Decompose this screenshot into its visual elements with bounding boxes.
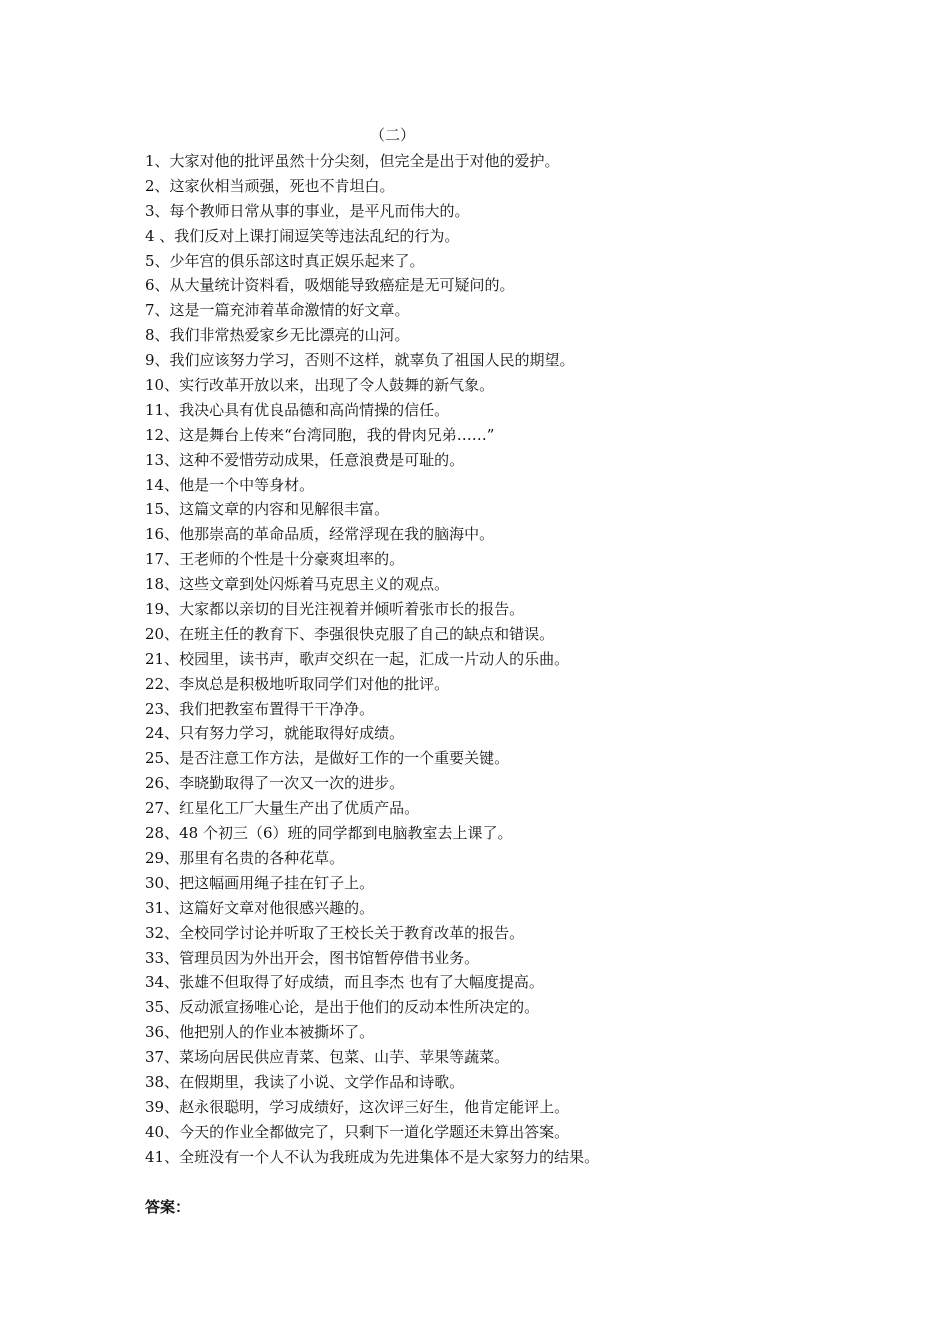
sentence-item: 10、实行改革开放以来，出现了令人鼓舞的新气象。: [145, 376, 495, 395]
sentence-item: 4 、我们反对上课打闹逗笑等违法乱纪的行为。: [145, 226, 460, 245]
sentence-item: 12、这是舞台上传来“台湾同胞，我的骨肉兄弟……”: [145, 425, 495, 444]
sentence-item: 16、他那崇高的革命品质，经常浮现在我的脑海中。: [145, 525, 495, 544]
sentence-item: 20、在班主任的教育下、李强很快克服了自己的缺点和错误。: [145, 624, 555, 643]
sentence-item: 30、把这幅画用绳子挂在钉子上。: [145, 873, 375, 892]
sentence-item: 2、这家伙相当顽强，死也不肯坦白。: [145, 176, 395, 195]
sentence-item: 5、少年宫的俱乐部这时真正娱乐起来了。: [145, 251, 425, 270]
sentence-item: 8、我们非常热爱家乡无比漂亮的山河。: [145, 326, 410, 345]
sentence-item: 3、每个教师日常从事的事业，是平凡而伟大的。: [145, 201, 470, 220]
sentence-item: 21、校园里，读书声，歌声交织在一起，汇成一片动人的乐曲。: [145, 649, 570, 668]
sentence-item: 36、他把别人的作业本被撕坏了。: [145, 1023, 375, 1042]
sentence-item: 41、全班没有一个人不认为我班成为先进集体不是大家努力的结果。: [145, 1147, 600, 1166]
sentence-item: 19、大家都以亲切的目光注视着并倾听着张市长的报告。: [145, 600, 525, 619]
sentence-item: 1、大家对他的批评虽然十分尖刻，但完全是出于对他的爱护。: [145, 152, 560, 170]
sentence-item: 28、48 个初三（6）班的同学都到电脑教室去上课了。: [145, 824, 513, 843]
sentence-item: 9、我们应该努力学习，否则不这样，就辜负了祖国人民的期望。: [145, 351, 575, 370]
sentence-item: 34、张雄不但取得了好成绩，而且李杰 也有了大幅度提高。: [145, 973, 544, 992]
sentence-item: 13、这种不爱惜劳动成果，任意浪费是可耻的。: [145, 450, 465, 469]
sentence-item: 26、李晓勤取得了一次又一次的进步。: [145, 774, 405, 793]
sentence-item: 37、菜场向居民供应青菜、包菜、山芋、苹果等蔬菜。: [145, 1048, 510, 1067]
sentence-item: 31、这篇好文章对他很感兴趣的。: [145, 898, 375, 917]
section-title: （二）: [369, 126, 415, 144]
sentence-item: 29、那里有名贵的各种花草。: [145, 848, 345, 867]
sentence-item: 17、王老师的个性是十分豪爽坦率的。: [145, 550, 405, 569]
sentence-item: 11、我决心具有优良品德和高尚情操的信任。: [145, 400, 450, 419]
sentence-item: 25、是否注意工作方法，是做好工作的一个重要关键。: [145, 749, 510, 768]
sentence-item: 22、李岚总是积极地听取同学们对他的批评。: [145, 674, 450, 693]
sentence-item: 15、这篇文章的内容和见解很丰富。: [145, 500, 390, 519]
sentence-item: 18、这些文章到处闪烁着马克思主义的观点。: [145, 575, 450, 594]
sentence-item: 27、红星化工厂大量生产出了优质产品。: [145, 799, 420, 818]
sentence-item: 6、从大量统计资料看，吸烟能导致癌症是无可疑问的。: [145, 276, 515, 295]
sentence-list: [145, 149, 845, 1170]
sentence-item: 32、全校同学讨论并听取了王校长关于教育改革的报告。: [145, 923, 525, 942]
sentence-item: 40、今天的作业全都做完了，只剩下一道化学题还未算出答案。: [145, 1122, 570, 1141]
sentence-item: 7、这是一篇充沛着革命激情的好文章。: [145, 301, 410, 320]
sentence-item: 14、他是一个中等身材。: [145, 475, 315, 494]
sentence-item: 39、赵永很聪明，学习成绩好，这次评三好生，他肯定能评上。: [145, 1097, 570, 1116]
sentence-item: 24、只有努力学习，就能取得好成绩。: [145, 724, 405, 743]
sentence-item: 23、我们把教室布置得干干净净。: [145, 699, 375, 718]
sentence-item: 35、反动派宣扬唯心论，是出于他们的反动本性所决定的。: [145, 998, 540, 1017]
sentence-item: 33、管理员因为外出开会，图书馆暂停借书业务。: [145, 948, 480, 967]
answer-heading: 答案：: [145, 1198, 191, 1216]
sentence-item: 38、在假期里，我读了小说、文学作品和诗歌。: [145, 1072, 465, 1091]
